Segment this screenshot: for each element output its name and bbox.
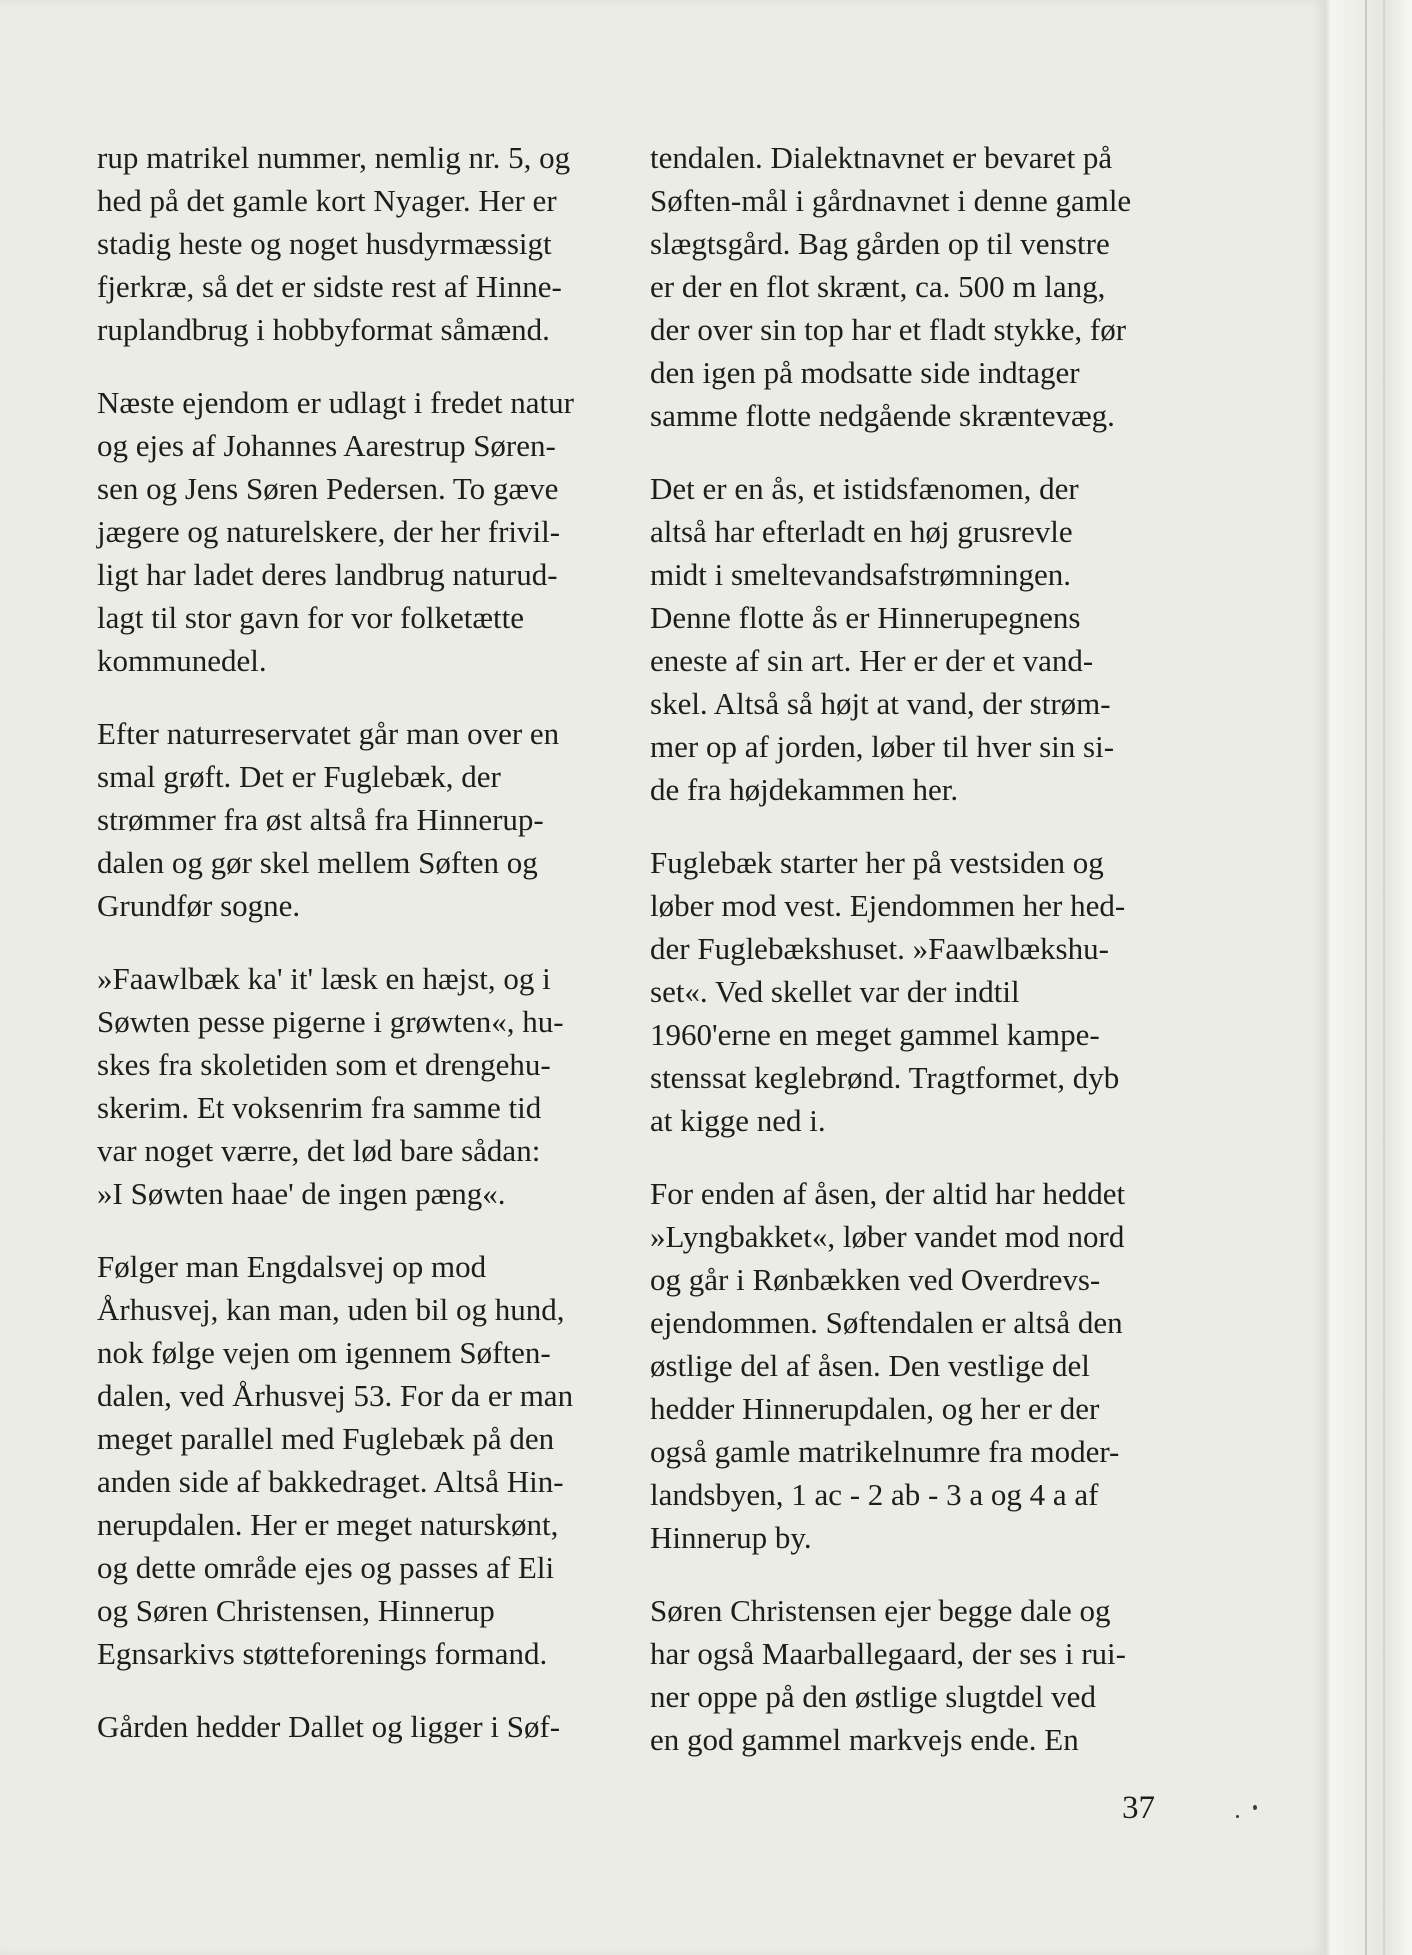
paragraph: Næste ejendom er udlagt i fredet natur og ejes af Johannes Aarestrup Søren- sen og Jens Søren Pedersen. To gæve jægere og naturelskere, der her frivil- ligt har ladet deres landbrug naturud- lagt til stor gavn for vor folketætte kommunedel. — [97, 385, 574, 678]
dust-speck — [1253, 1805, 1257, 1810]
page-number: 37 — [1122, 1790, 1155, 1826]
paragraph: »Faawlbæk ka' it' læsk en hæjst, og i Søwten pesse pigerne i grøwten«, hu- skes fra skoletiden som et drengehu- skerim. Et voksenrim fra samme tid var noget værre, det lød bare sådan: »I Søwten haae' de ingen pæng«. — [97, 961, 564, 1211]
dust-speck — [1236, 1815, 1239, 1818]
paragraph: Efter naturreservatet går man over en smal grøft. Det er Fuglebæk, der strømmer fra øst altså fra Hinnerup- dalen og gør skel mellem Søften og Grundfør sogne. — [97, 716, 560, 923]
paragraph: Følger man Engdalsvej op mod Århusvej, kan man, uden bil og hund, nok følge vejen om igennem Søften- dalen, ved Århusvej 53. For da er man meget parallel med Fuglebæk på den anden side af bakkedraget. Altså Hin- nerupdalen. Her er meget naturskønt, og dette område ejes og passes af Eli og Søren Christensen, Hinnerup Egnsarkivs støtteforenings formand. — [97, 1249, 574, 1671]
paragraph: Det er en ås, et istidsfænomen, der altså har efterladt en høj grusrevle midt i smeltevandsafstrømningen. Denne flotte ås er Hinnerupegnens eneste af sin art. Her er der et vand- skel. Altså så højt at vand, der strøm- mer op af jorden, løber til hver sin si- de fra højdekammen her. — [650, 471, 1115, 807]
paragraph: Gården hedder Dallet og ligger i Søf- — [97, 1709, 561, 1744]
page-edge-line — [1383, 0, 1385, 1955]
adjacent-page-edge — [1325, 0, 1412, 1955]
paragraph: Søren Christensen ejer begge dale og har også Maarballegaard, der ses i rui- ner oppe på den østlige slugtdel ved en god gammel markvejs ende. En — [650, 1593, 1126, 1757]
left-column — [97, 136, 617, 1778]
paragraph: rup matrikel nummer, nemlig nr. 5, og hed på det gamle kort Nyager. Her er stadig heste og noget husdyrmæssigt fjerkræ, så det er sidste rest af Hinne- ruplandbrug i hobbyformat såmænd. — [97, 140, 571, 347]
page-edge-line — [1365, 0, 1367, 1955]
paragraph: For enden af åsen, der altid har heddet »Lyngbakket«, løber vandet mod nord og går i Rønbækken ved Overdrevs- ejendommen. Søftendalen er altså den østlige del af åsen. Den vestlige del hedder Hinnerupdalen, og her er der også gamle matrikelnumre fra moder- landsbyen, 1 ac - 2 ab - 3 a og 4 a af Hinnerup by. — [650, 1176, 1126, 1555]
right-column — [650, 136, 1170, 1791]
paragraph: tendalen. Dialektnavnet er bevaret på Søften-mål i gårdnavnet i denne gamle slægtsgård. Bag gården op til venstre er der en flot skrænt, ca. 500 m lang, der over sin top har et fladt stykke, før den igen på modsatte side indtager samme flotte nedgående skræntevæg. — [650, 140, 1132, 433]
paragraph: Fuglebæk starter her på vestsiden og løber mod vest. Ejendommen her hed- der Fuglebækshuset. »Faawlbækshu- set«. Ved skellet var der indtil 1960'erne en meget gammel kampe- stenssat keglebrønd. Tragtformet, dyb at kigge ned i. — [650, 845, 1126, 1138]
